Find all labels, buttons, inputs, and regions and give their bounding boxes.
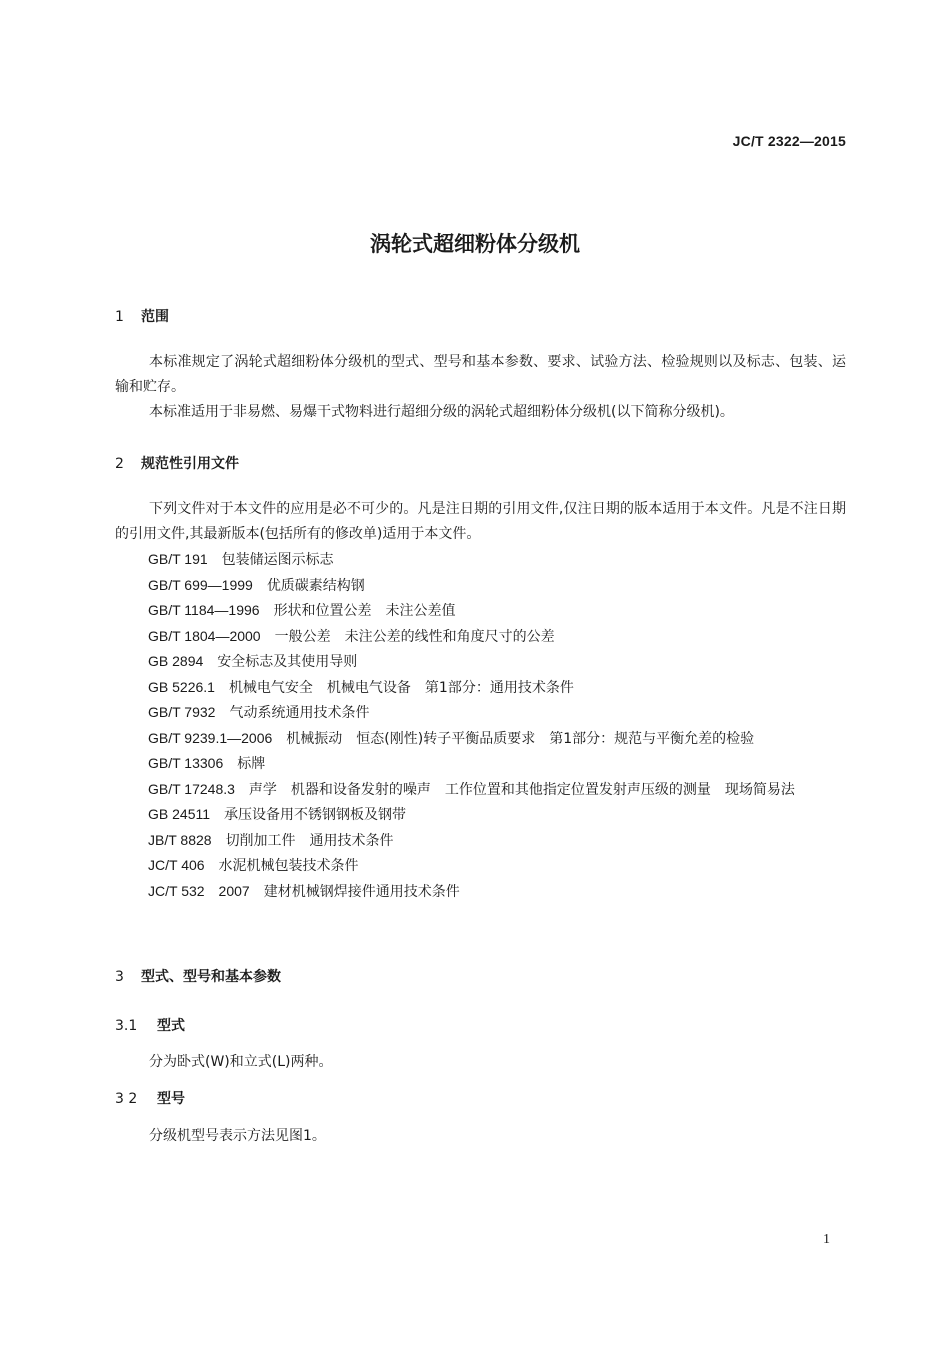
reference-code: JB/T 8828 — [148, 831, 212, 848]
paragraph: 本标准适用于非易燃、易爆干式物料进行超细分级的涡轮式超细粉体分级机(以下简称分级机)。 — [149, 404, 734, 420]
section-3-1-heading — [115, 1015, 185, 1035]
section-number: 1 — [115, 309, 124, 325]
paragraph: 下列文件对于本文件的应用是必不可少的。凡是注日期的引用文件,仅注日期的版本适用于本文件。凡是不注日期的引用文件,其最新版本(包括所有的修改单)适用于本文件。 — [115, 501, 846, 542]
reference-title: 声学 机器和设备发射的噪声 工作位置和其他指定位置发射声压级的测量 现场简易法 — [248, 781, 795, 798]
reference-item — [115, 700, 846, 726]
section-3-2-text: 分级机型号表示方法见图1。 — [149, 1128, 326, 1144]
document-title: 涡轮式超细粉体分级机 — [370, 232, 580, 256]
reference-item — [115, 802, 846, 828]
reference-title: 标牌 — [237, 756, 266, 772]
reference-code: JC/T 532 2007 — [148, 882, 250, 899]
reference-code: JC/T 406 — [148, 857, 205, 873]
section-title: 型式 — [157, 1018, 185, 1034]
section-3-2-heading — [115, 1088, 185, 1108]
reference-item — [115, 853, 846, 879]
section-2-intro — [115, 497, 846, 547]
reference-title: 水泥机械包装技术条件 — [218, 858, 359, 874]
reference-code: GB/T 7932 — [148, 704, 216, 720]
reference-title: 形状和位置公差 未注公差值 — [273, 603, 456, 619]
reference-item — [115, 726, 846, 752]
section-number: 3.1 — [115, 1018, 138, 1034]
reference-item — [115, 675, 846, 701]
reference-item — [115, 598, 846, 624]
reference-code: GB/T 17248.3 — [148, 780, 235, 797]
reference-item — [115, 573, 846, 599]
paragraph: 本标准规定了涡轮式超细粉体分级机的型式、型号和基本参数、要求、试验方法、检验规则以及标志、包装、运输和贮存。 — [115, 354, 846, 395]
section-title: 范围 — [141, 309, 169, 325]
section-number: 3 2 — [115, 1091, 138, 1107]
page-number: 1 — [823, 1232, 830, 1247]
reference-title: 建材机械钢焊接件通用技术条件 — [263, 883, 460, 900]
reference-title: 切削加工件 通用技术条件 — [225, 832, 394, 849]
reference-title: 包装储运图示标志 — [221, 552, 334, 568]
reference-code: GB/T 1804—2000 — [148, 627, 261, 644]
section-title: 型式、型号和基本参数 — [141, 969, 281, 985]
reference-title: 承压设备用不锈钢钢板及钢带 — [224, 807, 407, 823]
reference-code: GB 24511 — [148, 806, 211, 822]
reference-item — [115, 751, 846, 777]
reference-item — [115, 547, 846, 573]
reference-code: GB/T 13306 — [148, 755, 224, 771]
reference-code: GB 5226.1 — [148, 678, 215, 695]
reference-title: 一般公差 未注公差的线性和角度尺寸的公差 — [274, 628, 555, 645]
section-1-heading — [115, 306, 169, 326]
section-2-heading — [115, 453, 239, 473]
reference-code: GB/T 191 — [148, 551, 208, 567]
reference-code: GB/T 9239.1—2006 — [148, 729, 273, 746]
reference-code: GB/T 1184—1996 — [148, 602, 260, 618]
section-title: 型号 — [157, 1091, 185, 1107]
reference-title: 机械振动 恒态(刚性)转子平衡品质要求 第1部分：规范与平衡允差的检验 — [286, 730, 755, 747]
section-title: 规范性引用文件 — [141, 456, 239, 472]
section-3-heading — [115, 966, 281, 986]
section-number: 3 — [115, 969, 124, 985]
section-number: 2 — [115, 456, 124, 472]
reference-title: 优质碳素结构钢 — [266, 577, 365, 594]
reference-title: 机械电气安全 机械电气设备 第1部分：通用技术条件 — [228, 679, 574, 696]
standard-code: JC/T 2322—2015 — [732, 133, 846, 149]
reference-title: 气动系统通用技术条件 — [229, 705, 370, 721]
section-3-1-text: 分为卧式(W)和立式(L)两种。 — [149, 1054, 333, 1070]
reference-title: 安全标志及其使用导则 — [217, 654, 358, 670]
section-1-body — [115, 350, 846, 425]
reference-item — [115, 624, 846, 650]
reference-code: GB/T 699—1999 — [148, 576, 253, 593]
reference-item — [115, 879, 846, 905]
reference-item — [115, 649, 846, 675]
reference-code: GB 2894 — [148, 653, 204, 669]
reference-item — [115, 777, 846, 803]
reference-item — [115, 828, 846, 854]
reference-list — [115, 547, 846, 904]
